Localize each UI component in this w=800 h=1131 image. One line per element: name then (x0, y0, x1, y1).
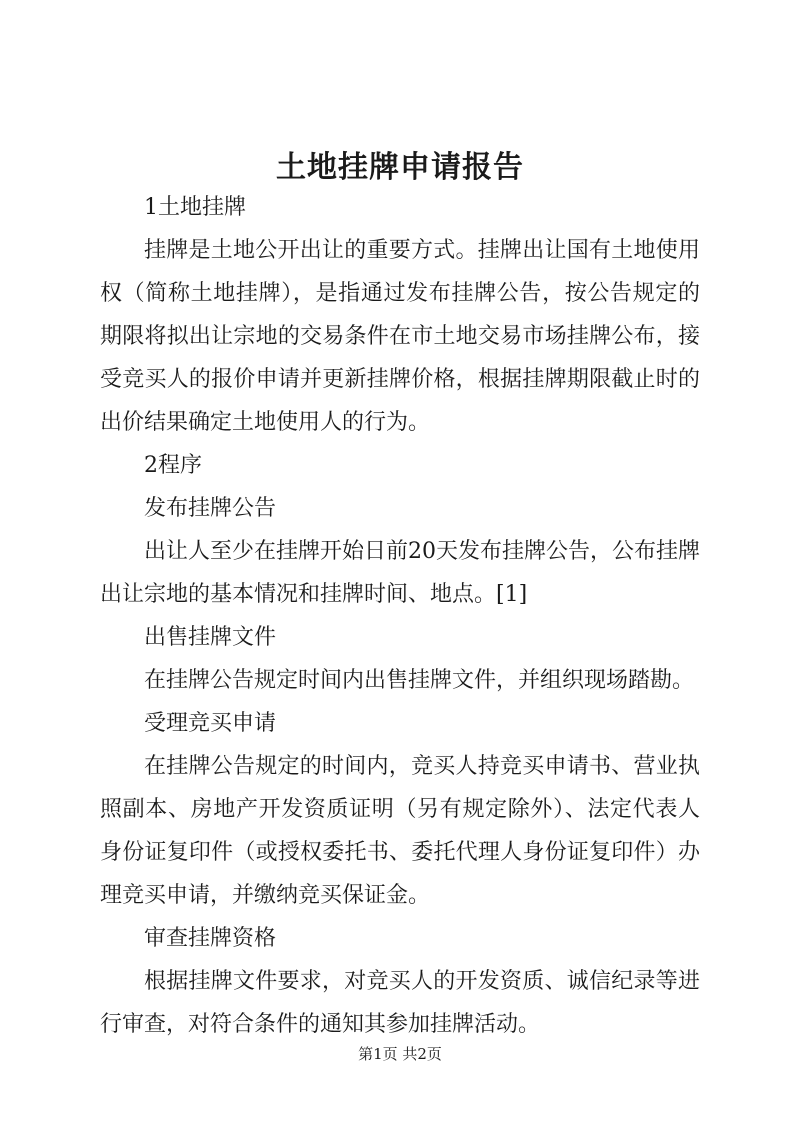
paragraph: 在挂牌公告规定时间内出售挂牌文件，并组织现场踏勘。 (144, 668, 695, 693)
section-heading: 1土地挂牌 (144, 195, 246, 220)
paragraph: 在挂牌公告规定的时间内，竞买人持竞买申请书、营业执照副本、房地产开发资质证明（另有规定除外）、法定代表人身份证复印件（或授权委托书、委托代理人身份证复印件）办理竞买申请，并缴纳竞买保证金。 (100, 754, 700, 908)
page-footer: 第1页 共2页 (358, 1045, 442, 1063)
subsection-heading: 出售挂牌文件 (144, 625, 277, 650)
document-body (100, 186, 700, 1046)
paragraph: 根据挂牌文件要求，对竞买人的开发资质、诚信纪录等进行审查，对符合条件的通知其参加挂牌活动。 (100, 969, 700, 1037)
subsection-heading: 发布挂牌公告 (144, 496, 277, 521)
paragraph: 挂牌是土地公开出让的重要方式。挂牌出让国有土地使用权（简称土地挂牌），是指通过发布挂牌公告，按公告规定的期限将拟出让宗地的交易条件在市土地交易市场挂牌公布，接受竞买人的报价申请并更新挂牌价格，根据挂牌期限截止时的出价结果确定土地使用人的行为。 (100, 238, 700, 435)
document-title: 土地挂牌申请报告 (276, 150, 524, 185)
section-heading: 2程序 (144, 453, 202, 478)
subsection-heading: 审查挂牌资格 (144, 926, 277, 951)
subsection-heading: 受理竞买申请 (144, 711, 277, 736)
paragraph: 出让人至少在挂牌开始日前20天发布挂牌公告，公布挂牌出让宗地的基本情况和挂牌时间、地点。[1] (100, 539, 700, 607)
